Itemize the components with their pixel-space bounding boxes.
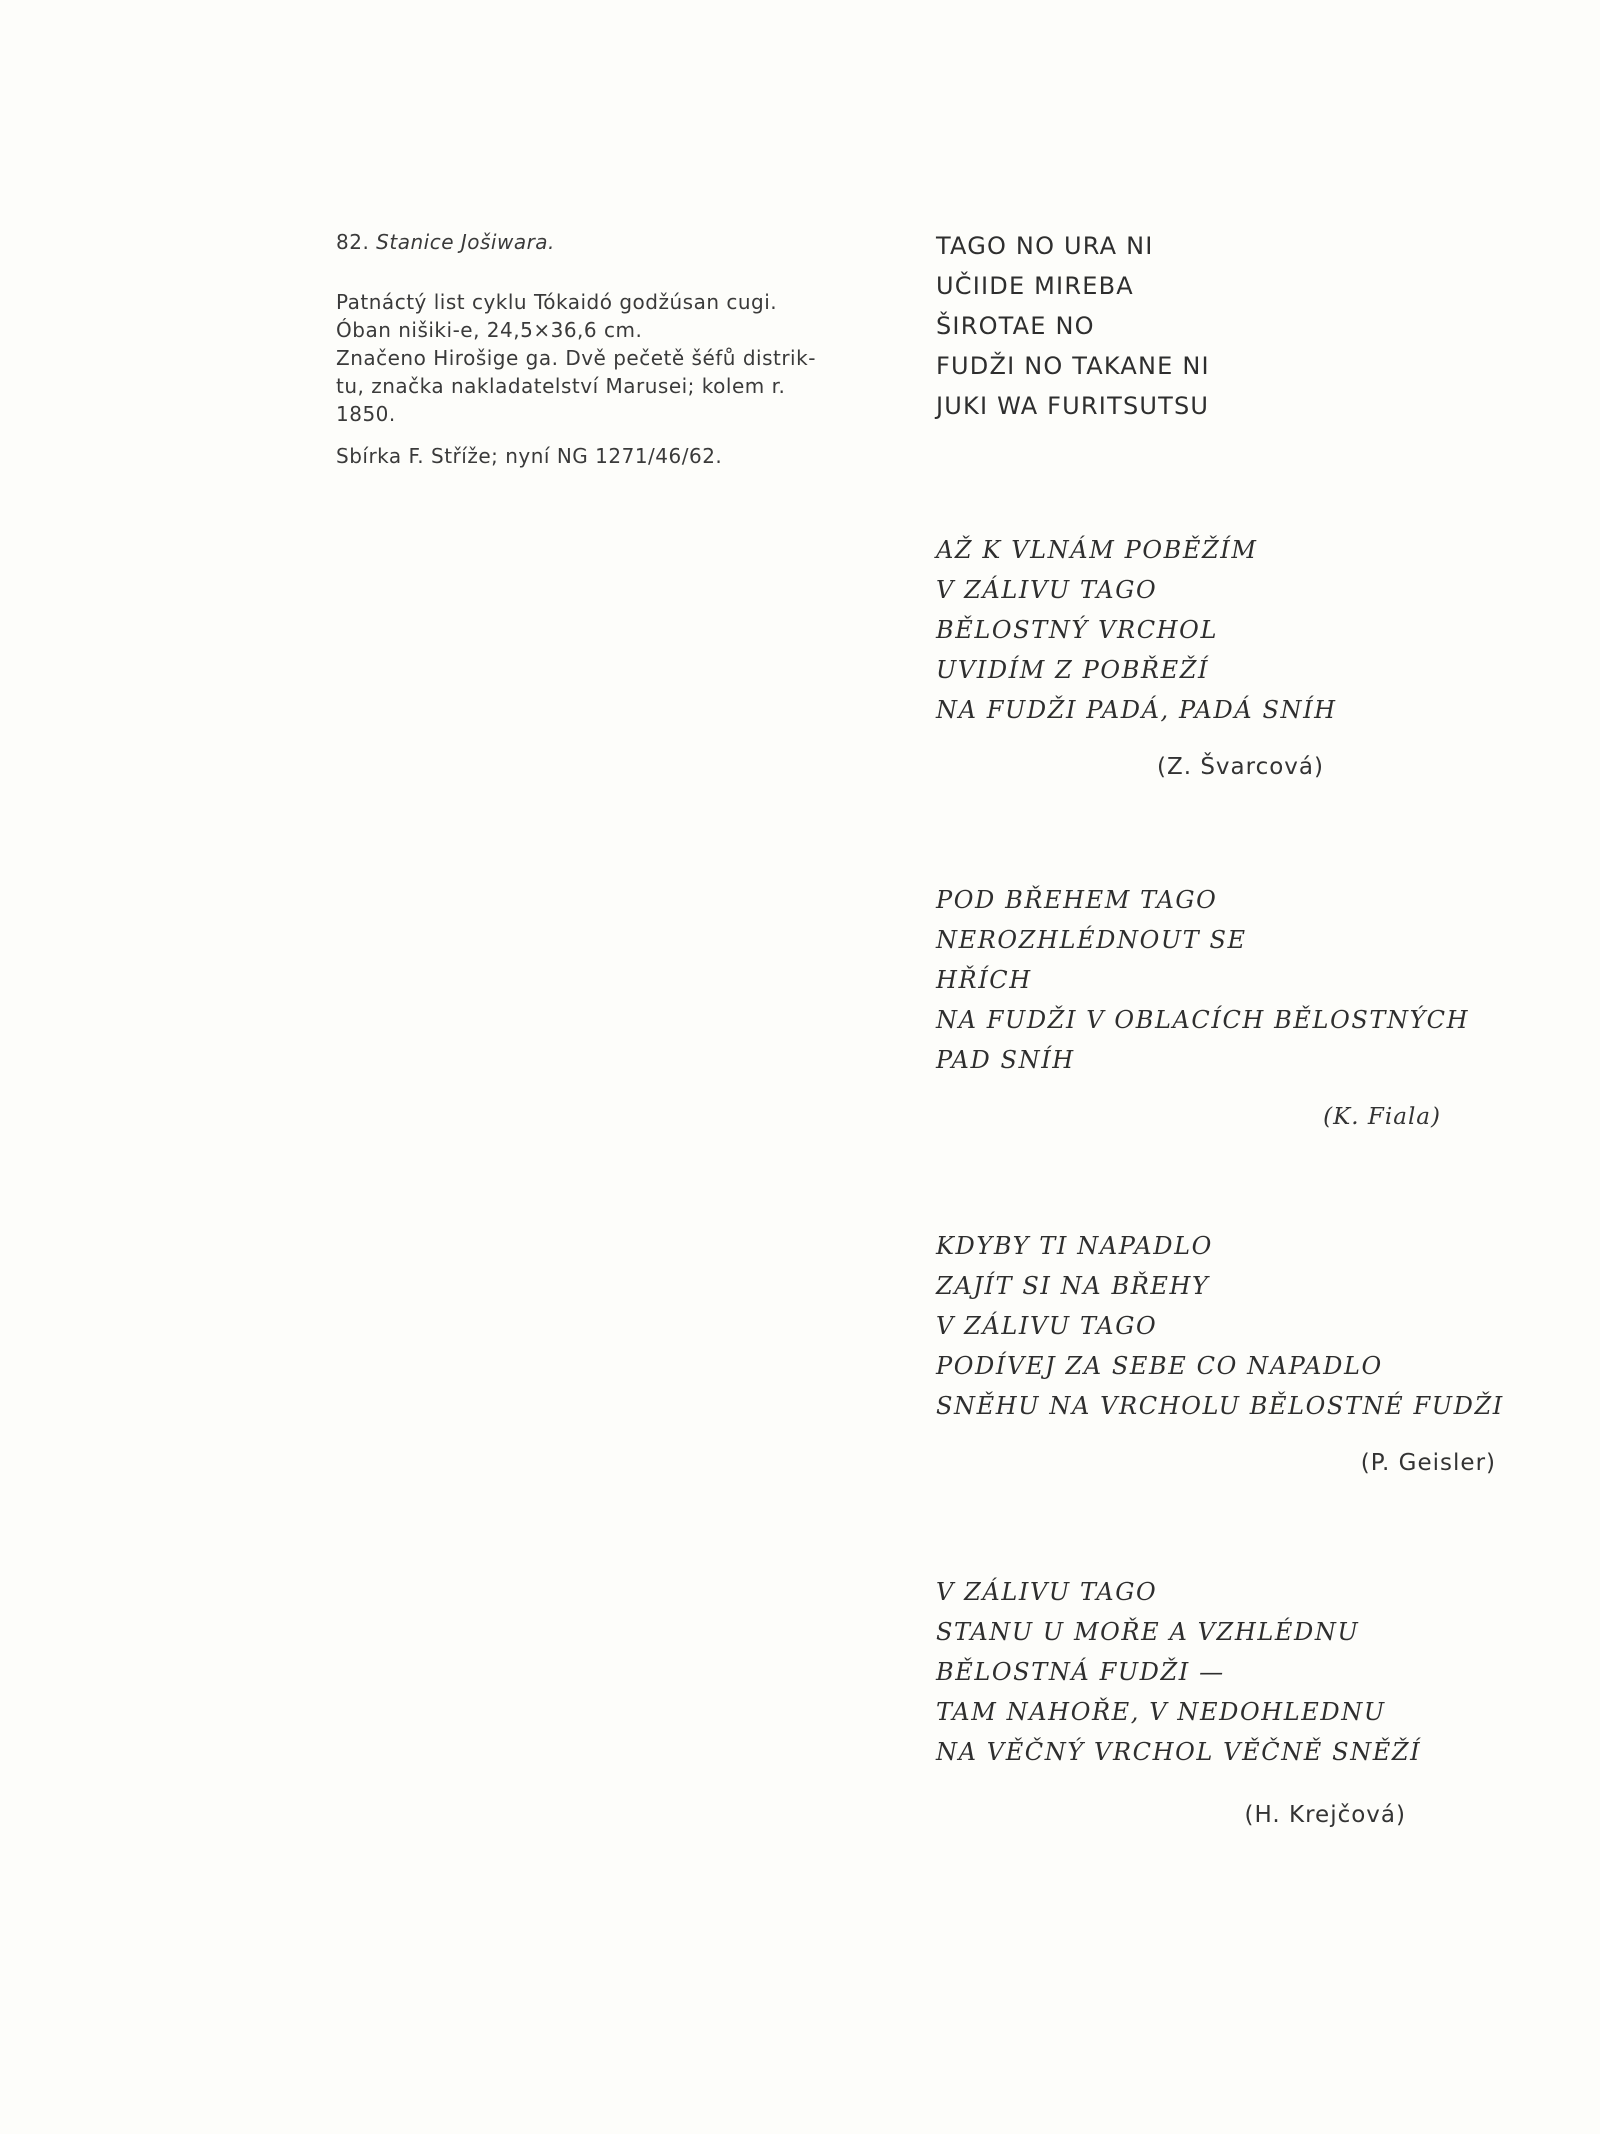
translator-credit: (K. Fiala) bbox=[1323, 1104, 1441, 1130]
translation-4 bbox=[936, 1572, 1536, 1772]
poem-line: V ZÁLIVU TAGO bbox=[936, 1578, 1158, 1606]
poem-line: UČIIDE MIREBA bbox=[936, 272, 1134, 300]
poem-line: JUKI WA FURITSUTSU bbox=[936, 392, 1210, 420]
poem-line: NEROZHLÉDNOUT SE bbox=[936, 926, 1247, 954]
poem-line: FUDŽI NO TAKANE NI bbox=[936, 352, 1210, 380]
poem-line: BĚLOSTNÝ VRCHOL bbox=[936, 616, 1218, 644]
poem-line: V ZÁLIVU TAGO bbox=[936, 1312, 1158, 1340]
poem-line: UVIDÍM Z POBŘEŽÍ bbox=[936, 656, 1210, 684]
plate-title bbox=[336, 228, 896, 256]
poem-line: TAM NAHOŘE, V NEDOHLEDNU bbox=[936, 1698, 1386, 1726]
poem-line: NA VĚČNÝ VRCHOL VĚČNĚ SNĚŽÍ bbox=[936, 1738, 1422, 1766]
poem-line: ZAJÍT SI NA BŘEHY bbox=[936, 1272, 1210, 1300]
poem-line: TAGO NO URA NI bbox=[936, 232, 1154, 260]
description-line: 1850. bbox=[336, 402, 396, 426]
poem-line: POD BŘEHEM TAGO bbox=[936, 886, 1218, 914]
translator-credit: (P. Geisler) bbox=[1360, 1450, 1496, 1476]
description-line: tu, značka nakladatelství Marusei; kolem r. bbox=[336, 374, 786, 398]
poem-line: KDYBY TI NAPADLO bbox=[936, 1232, 1213, 1260]
description-line: Óban nišiki-e, 24,5×36,6 cm. bbox=[336, 318, 643, 342]
poem-line: NA FUDŽI V OBLACÍCH BĚLOSTNÝCH bbox=[936, 1006, 1470, 1034]
translator-credit: (Z. Švarcová) bbox=[1156, 754, 1324, 780]
translation-2 bbox=[936, 880, 1536, 1080]
poem-line: ŠIROTAE NO bbox=[936, 312, 1095, 340]
original-poem bbox=[936, 226, 1536, 426]
poem-line: PAD SNÍH bbox=[936, 1046, 1075, 1074]
translator-credit: (H. Krejčová) bbox=[1244, 1802, 1406, 1828]
description-line: Značeno Hirošige ga. Dvě pečetě šéfů distrik- bbox=[336, 346, 816, 370]
plate-description bbox=[336, 288, 896, 428]
poem-line: SNĚHU NA VRCHOLU BĚLOSTNÉ FUDŽI bbox=[936, 1392, 1504, 1420]
poem-column bbox=[936, 226, 1536, 1828]
translation-1 bbox=[936, 530, 1536, 730]
plate-name: Stanice Jošiwara. bbox=[376, 230, 555, 254]
poem-line: BĚLOSTNÁ FUDŽI — bbox=[936, 1658, 1225, 1686]
translation-3 bbox=[936, 1226, 1536, 1426]
collection-note: Sbírka F. Stříže; nyní NG 1271/46/62. bbox=[336, 444, 723, 468]
poem-line: STANU U MOŘE A VZHLÉDNU bbox=[936, 1618, 1360, 1646]
poem-line: PODÍVEJ ZA SEBE CO NAPADLO bbox=[936, 1352, 1383, 1380]
poem-line: V ZÁLIVU TAGO bbox=[936, 576, 1158, 604]
poem-line: HŘÍCH bbox=[936, 966, 1032, 994]
description-line: Patnáctý list cyklu Tókaidó godžúsan cugi. bbox=[336, 290, 778, 314]
plate-caption bbox=[336, 228, 896, 470]
plate-number: 82. bbox=[336, 230, 370, 254]
poem-line: NA FUDŽI PADÁ, PADÁ SNÍH bbox=[936, 696, 1337, 724]
poem-line: AŽ K VLNÁM POBĚŽÍM bbox=[936, 536, 1258, 564]
